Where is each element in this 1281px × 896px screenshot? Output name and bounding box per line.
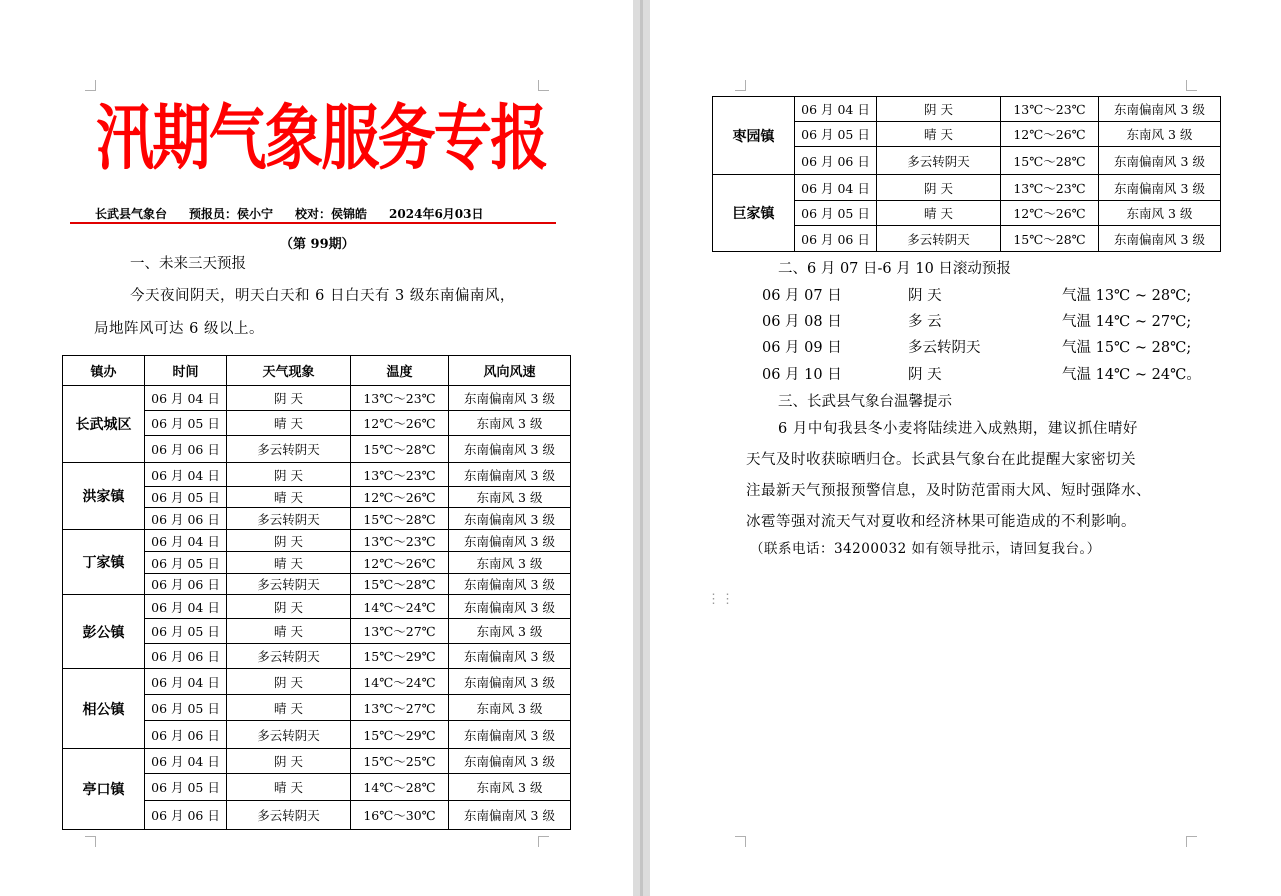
cell-temp: 15℃～29℃ xyxy=(351,721,449,749)
cell-temp: 15℃～28℃ xyxy=(351,508,449,530)
cell-date: 06 月 05 日 xyxy=(145,695,227,721)
town-name: 相公镇 xyxy=(63,669,145,749)
cell-wind: 东南偏南风 3 级 xyxy=(449,463,571,487)
rolling-temp: 气温 14℃ ~ 24℃。 xyxy=(1062,367,1201,383)
cell-date: 06 月 04 日 xyxy=(145,530,227,552)
cell-date: 06 月 06 日 xyxy=(145,574,227,595)
margin-mark xyxy=(735,836,746,847)
red-rule xyxy=(70,222,556,224)
cell-weather: 多云转阴天 xyxy=(877,147,1001,175)
cell-temp: 13℃～27℃ xyxy=(351,695,449,721)
cell-weather: 多云转阴天 xyxy=(227,574,351,595)
cell-date: 06 月 06 日 xyxy=(145,436,227,463)
section3-line4: 冰雹等强对流天气对夏收和经济林果可能造成的不利影响。 xyxy=(746,514,1136,530)
forecaster: 预报员：侯小宁 xyxy=(189,207,274,221)
header-wind: 风向风速 xyxy=(449,356,571,386)
section3-line1: 6 月中旬我县冬小麦将陆续进入成熟期，建议抓住晴好 xyxy=(778,421,1138,437)
town-name: 彭公镇 xyxy=(63,595,145,669)
cell-wind: 东南偏南风 3 级 xyxy=(1099,175,1221,201)
table-row xyxy=(63,749,571,774)
org-name: 长武县气象台 xyxy=(95,207,168,221)
cell-weather: 阴 天 xyxy=(227,386,351,411)
cell-weather: 晴 天 xyxy=(227,552,351,574)
cell-date: 06 月 05 日 xyxy=(145,619,227,644)
cell-date: 06 月 05 日 xyxy=(145,774,227,801)
cell-wind: 东南偏南风 3 级 xyxy=(449,669,571,695)
cell-temp: 13℃～27℃ xyxy=(351,619,449,644)
cell-weather: 多云转阴天 xyxy=(877,226,1001,252)
cell-temp: 13℃～23℃ xyxy=(1001,175,1099,201)
cell-weather: 阴 天 xyxy=(227,595,351,619)
town-name: 亭口镇 xyxy=(63,749,145,830)
cell-date: 06 月 06 日 xyxy=(795,147,877,175)
cell-weather: 晴 天 xyxy=(227,774,351,801)
rolling-temp: 气温 14℃ ~ 27℃; xyxy=(1062,314,1192,330)
rolling-date: 06 月 07 日 xyxy=(762,288,842,304)
section3-heading: 三、长武县气象台温馨提示 xyxy=(778,394,952,410)
cell-temp: 15℃～28℃ xyxy=(1001,147,1099,175)
cell-temp: 12℃～26℃ xyxy=(1001,122,1099,147)
report-title: 汛期气象服务专报 xyxy=(96,95,547,180)
table-row xyxy=(63,595,571,619)
cell-wind: 东南偏南风 3 级 xyxy=(449,508,571,530)
cell-weather: 多云转阴天 xyxy=(227,801,351,830)
cell-date: 06 月 04 日 xyxy=(145,595,227,619)
cell-weather: 阴 天 xyxy=(227,749,351,774)
cell-temp: 15℃～29℃ xyxy=(351,644,449,669)
rolling-date: 06 月 08 日 xyxy=(762,314,842,330)
cell-temp: 12℃～26℃ xyxy=(351,552,449,574)
cell-date: 06 月 06 日 xyxy=(145,721,227,749)
rolling-weather: 阴 天 xyxy=(908,288,942,304)
cell-temp: 16℃～30℃ xyxy=(351,801,449,830)
header-time: 时间 xyxy=(145,356,227,386)
cell-wind: 东南偏南风 3 级 xyxy=(1099,226,1221,252)
cell-wind: 东南风 3 级 xyxy=(1099,201,1221,226)
margin-mark xyxy=(538,80,549,91)
cell-date: 06 月 06 日 xyxy=(145,508,227,530)
cell-temp: 15℃～28℃ xyxy=(1001,226,1099,252)
drag-handle-icon[interactable]: ⋮⋮ xyxy=(707,592,735,607)
rolling-date: 06 月 10 日 xyxy=(762,367,842,383)
cell-wind: 东南风 3 级 xyxy=(449,552,571,574)
forecast-table-page2 xyxy=(712,96,1221,252)
cell-temp: 12℃～26℃ xyxy=(1001,201,1099,226)
cell-wind: 东南风 3 级 xyxy=(449,619,571,644)
report-date: 2024年6月03日 xyxy=(389,207,484,221)
cell-wind: 东南偏南风 3 级 xyxy=(449,574,571,595)
cell-date: 06 月 05 日 xyxy=(145,552,227,574)
margin-mark xyxy=(85,80,96,91)
margin-mark xyxy=(538,836,549,847)
cell-wind: 东南偏南风 3 级 xyxy=(1099,147,1221,175)
cell-wind: 东南偏南风 3 级 xyxy=(449,721,571,749)
table-row xyxy=(63,530,571,552)
report-header-line xyxy=(95,205,555,222)
cell-weather: 晴 天 xyxy=(877,201,1001,226)
town-name: 巨家镇 xyxy=(713,175,795,252)
cell-weather: 阴 天 xyxy=(227,669,351,695)
cell-date: 06 月 04 日 xyxy=(795,97,877,122)
section3-line3: 注最新天气预报预警信息，及时防范雷雨大风、短时强降水、 xyxy=(746,483,1151,499)
rolling-temp: 气温 13℃ ~ 28℃; xyxy=(1062,288,1192,304)
header-town: 镇办 xyxy=(63,356,145,386)
cell-weather: 多云转阴天 xyxy=(227,644,351,669)
cell-date: 06 月 04 日 xyxy=(145,463,227,487)
cell-wind: 东南偏南风 3 级 xyxy=(449,436,571,463)
cell-temp: 14℃～24℃ xyxy=(351,669,449,695)
cell-weather: 多云转阴天 xyxy=(227,721,351,749)
town-name: 长武城区 xyxy=(63,386,145,463)
cell-date: 06 月 05 日 xyxy=(795,122,877,147)
cell-date: 06 月 06 日 xyxy=(795,226,877,252)
margin-mark xyxy=(1186,836,1197,847)
cell-temp: 15℃～28℃ xyxy=(351,574,449,595)
cell-wind: 东南风 3 级 xyxy=(449,487,571,508)
cell-date: 06 月 04 日 xyxy=(145,669,227,695)
cell-weather: 晴 天 xyxy=(227,411,351,436)
cell-weather: 多云转阴天 xyxy=(227,436,351,463)
table-row xyxy=(63,669,571,695)
town-name: 丁家镇 xyxy=(63,530,145,595)
cell-weather: 阴 天 xyxy=(227,530,351,552)
cell-wind: 东南偏南风 3 级 xyxy=(1099,97,1221,122)
cell-temp: 15℃～25℃ xyxy=(351,749,449,774)
section2-heading: 二、6 月 07 日-6 月 10 日滚动预报 xyxy=(778,261,1011,277)
margin-mark xyxy=(735,80,746,91)
cell-date: 06 月 04 日 xyxy=(145,386,227,411)
section1-text-line1: 今天夜间阴天，明天白天和 6 日白天有 3 级东南偏南风， xyxy=(130,288,515,304)
table-row xyxy=(63,463,571,487)
cell-weather: 晴 天 xyxy=(227,619,351,644)
table-row xyxy=(713,97,1221,122)
cell-temp: 13℃～23℃ xyxy=(351,386,449,411)
cell-wind: 东南偏南风 3 级 xyxy=(449,595,571,619)
cell-wind: 东南风 3 级 xyxy=(449,774,571,801)
section1-heading: 一、未来三天预报 xyxy=(130,256,246,272)
town-name: 洪家镇 xyxy=(63,463,145,530)
cell-weather: 晴 天 xyxy=(227,487,351,508)
rolling-date: 06 月 09 日 xyxy=(762,340,842,356)
cell-wind: 东南偏南风 3 级 xyxy=(449,530,571,552)
cell-wind: 东南偏南风 3 级 xyxy=(449,386,571,411)
cell-weather: 阴 天 xyxy=(227,463,351,487)
cell-temp: 14℃～28℃ xyxy=(351,774,449,801)
document-page-1 xyxy=(0,0,633,896)
cell-date: 06 月 04 日 xyxy=(145,749,227,774)
cell-wind: 东南风 3 级 xyxy=(449,695,571,721)
margin-mark xyxy=(1186,80,1197,91)
forecast-table-page1 xyxy=(62,355,571,830)
cell-temp: 12℃～26℃ xyxy=(351,487,449,508)
cell-temp: 14℃～24℃ xyxy=(351,595,449,619)
cell-date: 06 月 05 日 xyxy=(795,201,877,226)
cell-date: 06 月 04 日 xyxy=(795,175,877,201)
rolling-temp: 气温 15℃ ~ 28℃; xyxy=(1062,340,1192,356)
rolling-weather: 阴 天 xyxy=(908,367,942,383)
header-weather: 天气现象 xyxy=(227,356,351,386)
cell-temp: 15℃～28℃ xyxy=(351,436,449,463)
reviewer: 校对：侯锦皓 xyxy=(295,207,368,221)
page-gap xyxy=(633,0,650,896)
cell-weather: 阴 天 xyxy=(877,97,1001,122)
table-row xyxy=(713,175,1221,201)
cell-temp: 12℃～26℃ xyxy=(351,411,449,436)
margin-mark xyxy=(85,836,96,847)
cell-weather: 多云转阴天 xyxy=(227,508,351,530)
cell-wind: 东南风 3 级 xyxy=(1099,122,1221,147)
rolling-weather: 多 云 xyxy=(908,314,942,330)
issue-number: （第 99期） xyxy=(280,237,355,252)
cell-wind: 东南风 3 级 xyxy=(449,411,571,436)
town-name: 枣园镇 xyxy=(713,97,795,175)
cell-temp: 13℃～23℃ xyxy=(351,530,449,552)
cell-temp: 13℃～23℃ xyxy=(351,463,449,487)
cell-temp: 13℃～23℃ xyxy=(1001,97,1099,122)
cell-date: 06 月 05 日 xyxy=(145,487,227,508)
cell-wind: 东南偏南风 3 级 xyxy=(449,644,571,669)
cell-weather: 阴 天 xyxy=(877,175,1001,201)
cell-weather: 晴 天 xyxy=(877,122,1001,147)
section1-text-line2: 局地阵风可达 6 级以上。 xyxy=(94,321,264,337)
cell-date: 06 月 06 日 xyxy=(145,644,227,669)
contact-note: （联系电话：34200032 如有领导批示，请回复我台。） xyxy=(750,541,1101,557)
section3-line2: 天气及时收获晾晒归仓。长武县气象台在此提醒大家密切关 xyxy=(746,452,1136,468)
rolling-weather: 多云转阴天 xyxy=(908,340,981,356)
table-row xyxy=(63,386,571,411)
cell-weather: 晴 天 xyxy=(227,695,351,721)
cell-date: 06 月 05 日 xyxy=(145,411,227,436)
cell-wind: 东南偏南风 3 级 xyxy=(449,801,571,830)
cell-wind: 东南偏南风 3 级 xyxy=(449,749,571,774)
header-temp: 温度 xyxy=(351,356,449,386)
cell-date: 06 月 06 日 xyxy=(145,801,227,830)
